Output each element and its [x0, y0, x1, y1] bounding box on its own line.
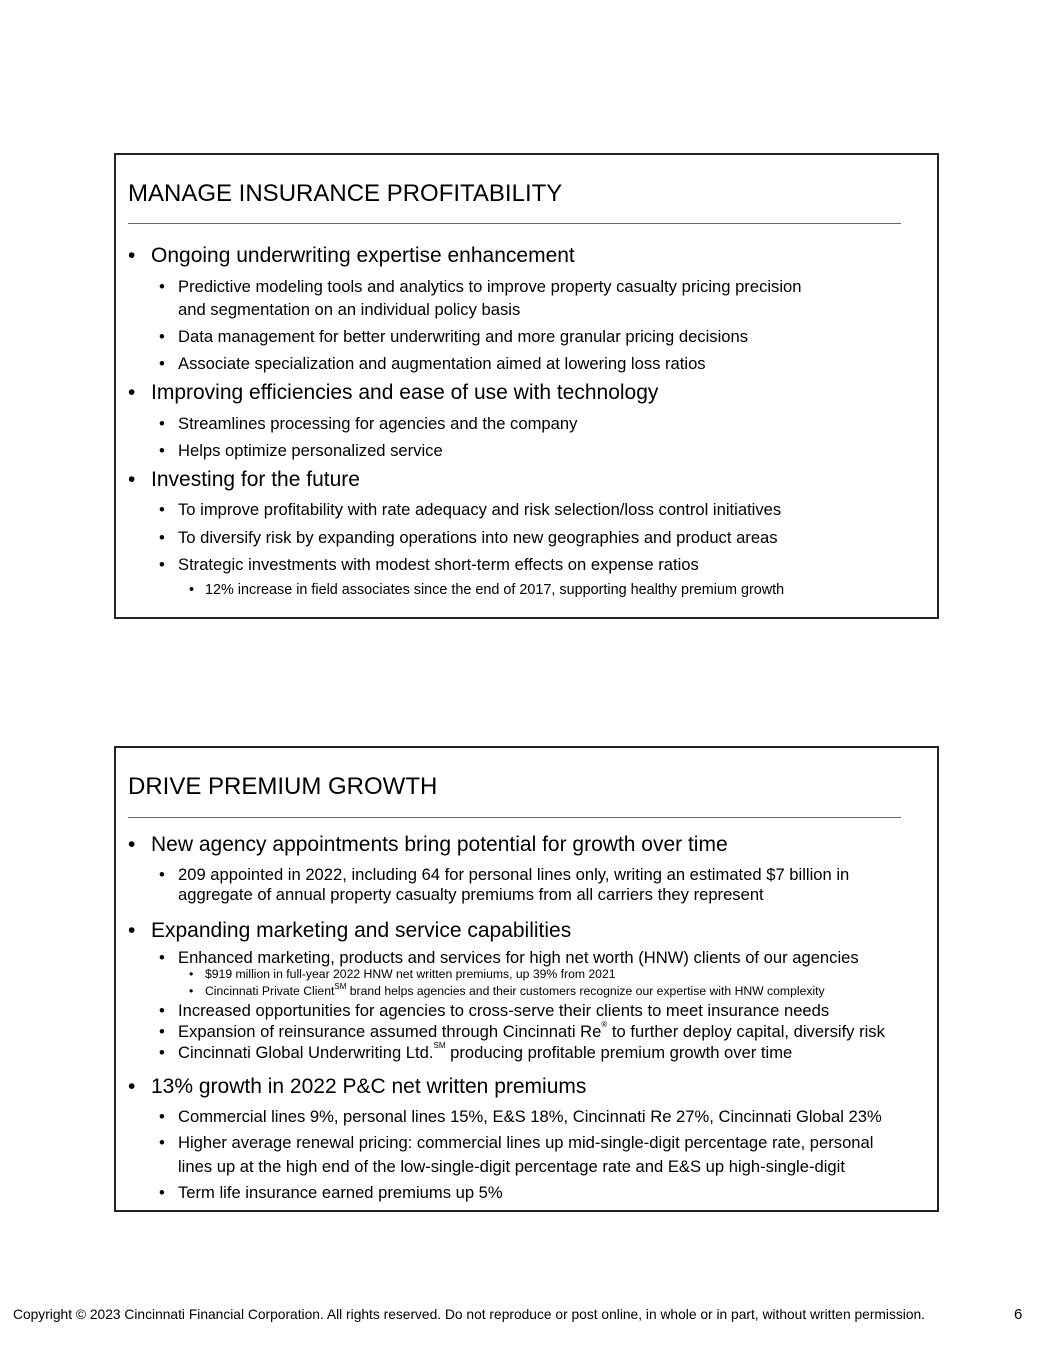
sub-bullet-marker: •	[159, 865, 165, 884]
sub-bullet-marker: •	[159, 1133, 165, 1152]
sub-bullet-marker: •	[159, 414, 165, 433]
sub-bullet-marker: •	[159, 1183, 165, 1202]
sub-bullet-text: Term life insurance earned premiums up 5%	[178, 1183, 503, 1202]
sub-bullet-marker: •	[159, 327, 165, 346]
sub-bullet-text: Enhanced marketing, products and services for high net worth (HNW) clients of our agencies	[178, 948, 859, 967]
sub-bullet-text: Cincinnati Global Underwriting Ltd.℠ producing profitable premium growth over time	[178, 1041, 793, 1062]
bullet-marker: •	[128, 833, 136, 856]
sub-bullet-text: Commercial lines 9%, personal lines 15%, E&S 18%, Cincinnati Re 27%, Cincinnati Global 23%	[178, 1107, 882, 1126]
title-divider	[128, 223, 901, 224]
bullet-marker: •	[128, 919, 136, 942]
sub-bullet-marker: •	[159, 1043, 165, 1062]
sub-bullet-text: Data management for better underwriting and more granular pricing decisions	[178, 327, 749, 346]
sub-bullet-marker: •	[159, 354, 165, 373]
sub-sub-bullet-text: $919 million in full-year 2022 HNW net written premiums, up 39% from 2021	[205, 967, 616, 981]
sub-bullet-text: Strategic investments with modest short-term effects on expense ratios	[178, 555, 699, 574]
sub-bullet-marker: •	[159, 1107, 165, 1126]
sub-bullet-text: Streamlines processing for agencies and the company	[178, 414, 578, 433]
slide-manage-insurance-profitability	[114, 153, 939, 619]
bullet-marker: •	[128, 244, 136, 267]
sub-bullet-marker: •	[159, 948, 165, 967]
bullet-text: Investing for the future	[151, 468, 360, 491]
sub-bullet-text: Increased opportunities for agencies to cross-serve their clients to meet insurance needs	[178, 1001, 830, 1020]
sub-sub-bullet-marker: •	[189, 984, 194, 998]
bullet-marker: •	[128, 1075, 136, 1098]
sub-bullet-marker: •	[159, 555, 165, 574]
sub-bullet-marker: •	[159, 1001, 165, 1020]
sub-bullet-text: Expansion of reinsurance assumed through Cincinnati Re® to further deploy capital, diversify risk	[178, 1020, 885, 1041]
bullet-text: Ongoing underwriting expertise enhancement	[151, 244, 575, 267]
bullet-text: Improving efficiencies and ease of use with technology	[151, 381, 659, 404]
title-divider	[128, 817, 901, 818]
sub-sub-bullet-text: 12% increase in field associates since the end of 2017, supporting healthy premium growth	[205, 582, 785, 598]
sub-bullet-text: Associate specialization and augmentation aimed at lowering loss ratios	[178, 354, 706, 373]
sub-bullet-text: To diversify risk by expanding operations into new geographies and product areas	[178, 528, 778, 547]
slide-drive-premium-growth	[114, 746, 939, 1212]
slide-title: DRIVE PREMIUM GROWTH	[128, 773, 438, 800]
sub-bullet-text: Helps optimize personalized service	[178, 441, 443, 460]
copyright-footer: Copyright © 2023 Cincinnati Financial Corporation. All rights reserved. Do not reproduce or post online, in whole or in part, without written permission.	[13, 1307, 926, 1322]
sub-bullet-text: Higher average renewal pricing: commercial lines up mid-single-digit percentage rate, personal	[178, 1133, 874, 1152]
bullet-marker: •	[128, 468, 136, 491]
sub-bullet-marker: •	[159, 528, 165, 547]
sub-bullet-marker: •	[159, 441, 165, 460]
sub-bullet-marker: •	[159, 500, 165, 519]
sub-bullet-text: aggregate of annual property casualty premiums from all carriers they represent	[178, 885, 764, 904]
page-number: 6	[1014, 1306, 1023, 1323]
sub-sub-bullet-marker: •	[189, 967, 194, 981]
sub-bullet-marker: •	[159, 277, 165, 296]
sub-sub-bullet-text: Cincinnati Private Client℠ brand helps agencies and their customers recognize our expertise with HNW complexity	[205, 982, 825, 998]
sub-bullet-text: 209 appointed in 2022, including 64 for personal lines only, writing an estimated $7 billion in	[178, 865, 850, 884]
sub-bullet-text: Predictive modeling tools and analytics to improve property casualty pricing precision	[178, 277, 802, 296]
sub-sub-bullet-marker: •	[189, 582, 195, 598]
sub-bullet-text: To improve profitability with rate adequacy and risk selection/loss control initiatives	[178, 500, 782, 519]
bullet-text: 13% growth in 2022 P&C net written premiums	[151, 1075, 587, 1098]
bullet-marker: •	[128, 381, 136, 404]
sub-bullet-marker: •	[159, 1022, 165, 1041]
bullet-text: New agency appointments bring potential for growth over time	[151, 833, 728, 856]
sub-bullet-text: lines up at the high end of the low-single-digit percentage rate and E&S up high-single-digit	[178, 1157, 845, 1176]
bullet-text: Expanding marketing and service capabilities	[151, 919, 572, 942]
sub-bullet-text: and segmentation on an individual policy basis	[178, 300, 521, 319]
slide-title: MANAGE INSURANCE PROFITABILITY	[128, 180, 563, 207]
